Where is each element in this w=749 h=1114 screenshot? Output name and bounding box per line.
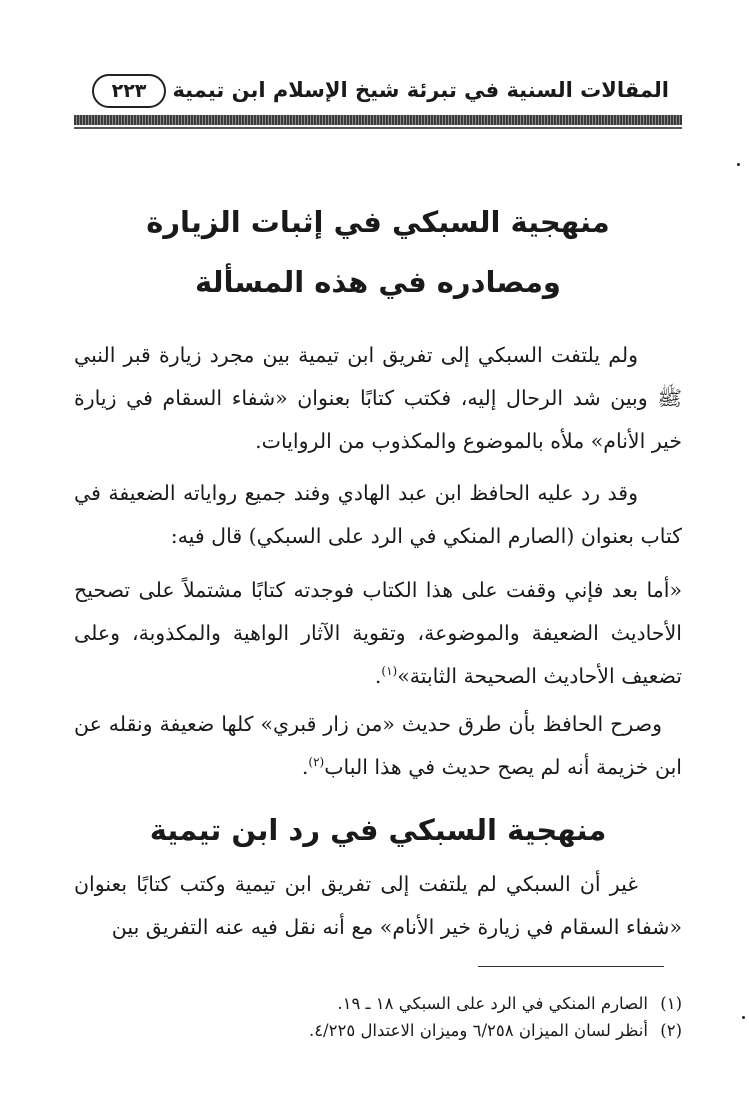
- section-heading-line-2: ومصادره في هذه المسألة: [195, 265, 561, 299]
- paragraph-2: وقد رد عليه الحافظ ابن عبد الهادي وفند جميع رواياته الضعيفة في كتاب بعنوان (الصارم المنكي في الرد على السبكي) قال فيه:: [74, 481, 682, 548]
- paragraph-3-quote: [74, 569, 682, 698]
- paragraph-4-text: وصرح الحافظ بأن طرق حديث «من زار قبري» كلها ضعيفة ونقله عن ابن خزيمة أنه لم يصح حديث في هذا الباب: [74, 712, 682, 779]
- footnote-2-text: أنظر لسان الميزان ٦/٢٥٨ وميزان الاعتدال ٤/٢٢٥.: [308, 1021, 648, 1040]
- quote-text: «أما بعد فإني وقفت على هذا الكتاب فوجدته كتابًا مشتملاً على تصحيح الأحاديث الضعيفة والموضوعة، وتقوية الآثار الواهية والمكذوبة، وعلى تضعيف الأحاديث الصحيحة الثابتة»: [74, 578, 682, 688]
- footnote-1: [74, 992, 682, 1016]
- footnote-2-number: (٢): [660, 1021, 682, 1040]
- section-heading-line-1: منهجية السبكي في إثبات الزيارة: [146, 205, 610, 239]
- scan-speck: [742, 1016, 745, 1019]
- footnote-ref-1: (١): [381, 664, 398, 679]
- footnote-ref-2: (٢): [308, 755, 325, 770]
- scan-speck: [737, 163, 740, 166]
- header-rule-thin: [74, 127, 682, 129]
- footnote-separator: [478, 966, 664, 967]
- footnote-1-text: الصارم المنكي في الرد على السبكي ١٨ ـ ١٩.: [337, 994, 648, 1013]
- footnote-2: [74, 1019, 682, 1043]
- page-number-text: ٢٢٣: [111, 80, 147, 102]
- paragraph-4-end: .: [301, 755, 309, 779]
- header-rule: [74, 115, 682, 125]
- running-title: المقالات السنية في تبرئة شيخ الإسلام ابن تيمية: [172, 78, 669, 102]
- paragraph-4: [74, 703, 682, 789]
- paragraph-5: غير أن السبكي لم يلتفت إلى تفريق ابن تيمية وكتب كتابًا بعنوان «شفاء السقام في زيارة خير الأنام» مع أنه نقل فيه عنه التفريق بين: [74, 872, 682, 939]
- quote-end: .: [374, 664, 382, 688]
- paragraph-1: ولم يلتفت السبكي إلى تفريق ابن تيمية بين مجرد زيارة قبر النبي ﷺ وبين شد الرحال إليه، فكتب كتابًا بعنوان «شفاء السقام في زيارة خير الأنام» ملأه بالموضوع والمكذوب من الروايات.: [74, 343, 682, 453]
- section-heading-2: منهجية السبكي في رد ابن تيمية: [149, 813, 607, 847]
- footnote-1-number: (١): [660, 994, 682, 1013]
- page-number: [92, 74, 166, 108]
